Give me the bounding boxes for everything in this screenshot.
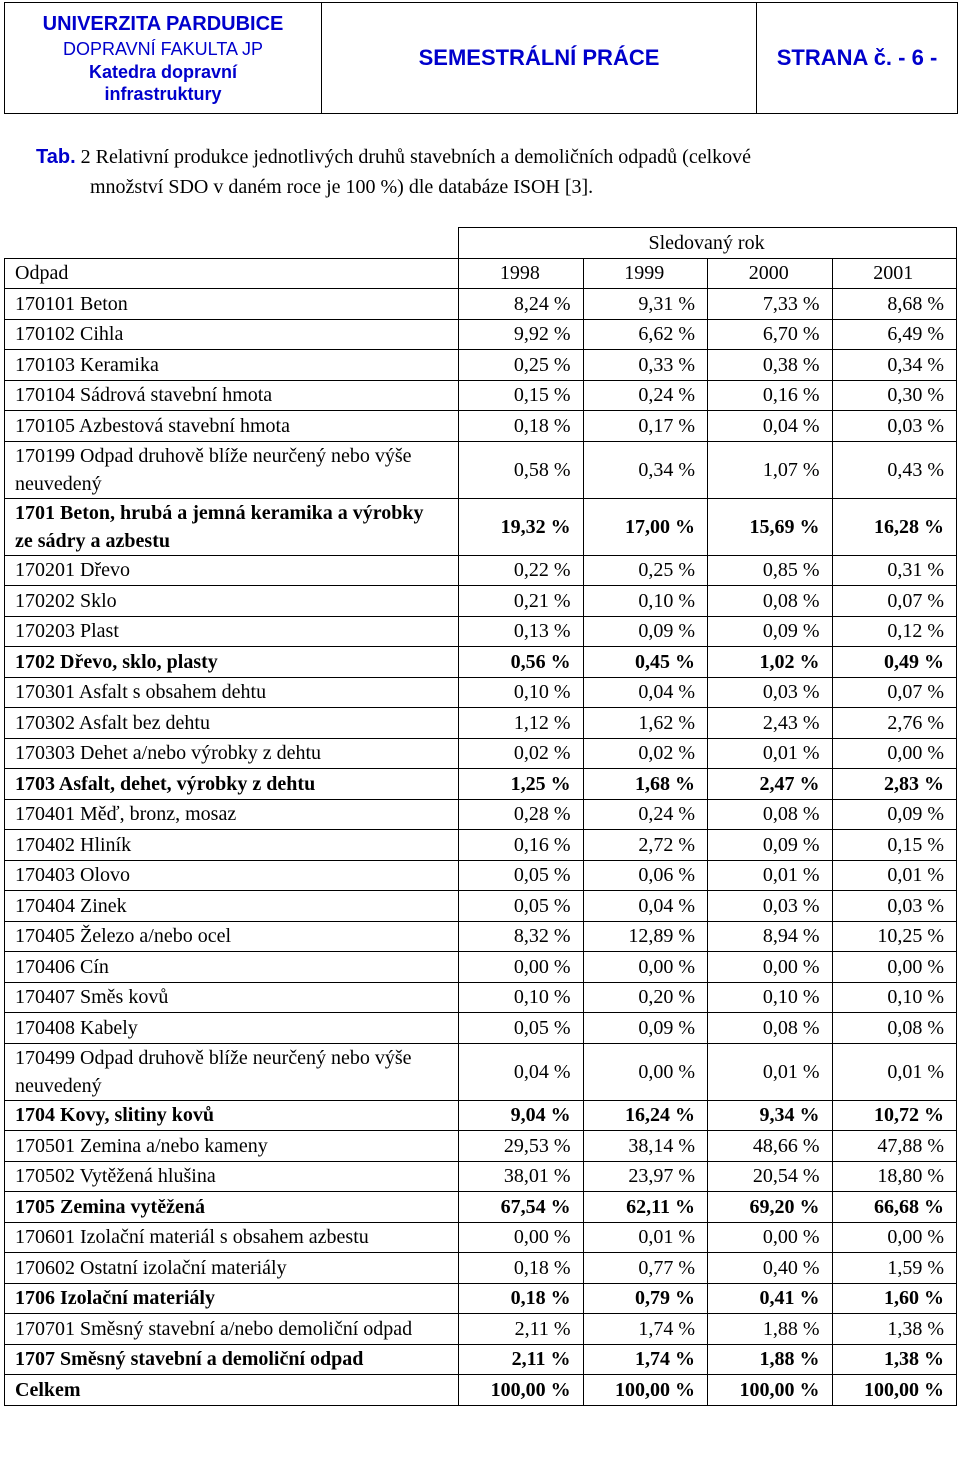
percentage-cell: 0,09 %	[708, 616, 832, 647]
percentage-cell: 0,00 %	[708, 952, 832, 983]
table-row	[5, 1131, 957, 1162]
waste-name-cell: 170602 Ostatní izolační materiály	[5, 1253, 459, 1284]
percentage-cell: 19,32 %	[459, 498, 583, 555]
group-header-observed-year: Sledovaný rok	[459, 228, 957, 259]
percentage-cell: 0,28 %	[459, 799, 583, 830]
percentage-cell: 10,25 %	[832, 921, 957, 952]
percentage-cell: 0,43 %	[832, 441, 957, 498]
percentage-cell: 38,01 %	[459, 1161, 583, 1192]
percentage-cell: 1,38 %	[832, 1344, 957, 1375]
percentage-cell: 62,11 %	[583, 1192, 707, 1223]
percentage-cell: 8,68 %	[832, 289, 957, 320]
table-row	[5, 952, 957, 983]
percentage-cell: 1,74 %	[583, 1344, 707, 1375]
table-row	[5, 1043, 957, 1100]
waste-name-cell: 170407 Směs kovů	[5, 982, 459, 1013]
waste-name-cell: 170499 Odpad druhově blíže neurčený nebo výše neuvedený	[5, 1043, 459, 1100]
percentage-cell: 0,07 %	[832, 586, 957, 617]
percentage-cell: 1,74 %	[583, 1314, 707, 1345]
percentage-cell: 15,69 %	[708, 498, 832, 555]
caption-label: Tab.	[36, 146, 76, 168]
waste-name-cell: 1707 Směsný stavební a demoliční odpad	[5, 1344, 459, 1375]
table-subtotal-row	[5, 1375, 957, 1406]
percentage-cell: 0,31 %	[832, 555, 957, 586]
percentage-cell: 0,06 %	[583, 860, 707, 891]
percentage-cell: 0,01 %	[583, 1222, 707, 1253]
waste-name-cell: 1701 Beton, hrubá a jemná keramika a výrobky ze sádry a azbestu	[5, 498, 459, 555]
percentage-cell: 9,34 %	[708, 1100, 832, 1131]
waste-name-cell: 170408 Kabely	[5, 1013, 459, 1044]
col-header-year: 1999	[583, 258, 707, 289]
percentage-cell: 100,00 %	[708, 1375, 832, 1406]
percentage-cell: 2,76 %	[832, 708, 957, 739]
percentage-cell: 0,03 %	[832, 891, 957, 922]
percentage-cell: 16,28 %	[832, 498, 957, 555]
col-header-year: 1998	[459, 258, 583, 289]
table-subtotal-row	[5, 769, 957, 800]
percentage-cell: 0,15 %	[832, 830, 957, 861]
percentage-cell: 0,18 %	[459, 1253, 583, 1284]
percentage-cell: 9,92 %	[459, 319, 583, 350]
percentage-cell: 0,03 %	[832, 411, 957, 442]
percentage-cell: 1,88 %	[708, 1314, 832, 1345]
table-row	[5, 289, 957, 320]
percentage-cell: 0,07 %	[832, 677, 957, 708]
waste-name-cell: 170201 Dřevo	[5, 555, 459, 586]
percentage-cell: 2,72 %	[583, 830, 707, 861]
percentage-cell: 0,10 %	[459, 677, 583, 708]
waste-name-cell: 170402 Hliník	[5, 830, 459, 861]
percentage-cell: 0,10 %	[832, 982, 957, 1013]
percentage-cell: 66,68 %	[832, 1192, 957, 1223]
waste-name-cell: 1703 Asfalt, dehet, výrobky z dehtu	[5, 769, 459, 800]
percentage-cell: 7,33 %	[708, 289, 832, 320]
institution-block	[5, 3, 322, 114]
waste-name-cell: 170202 Sklo	[5, 586, 459, 617]
caption-line-2: množství SDO v daném roce je 100 %) dle databáze ISOH [3].	[90, 176, 594, 198]
percentage-cell: 8,94 %	[708, 921, 832, 952]
percentage-cell: 1,02 %	[708, 647, 832, 678]
percentage-cell: 0,03 %	[708, 677, 832, 708]
percentage-cell: 0,10 %	[583, 586, 707, 617]
percentage-cell: 0,79 %	[583, 1283, 707, 1314]
percentage-cell: 47,88 %	[832, 1131, 957, 1162]
waste-name-cell: 170601 Izolační materiál s obsahem azbestu	[5, 1222, 459, 1253]
percentage-cell: 100,00 %	[583, 1375, 707, 1406]
percentage-cell: 2,47 %	[708, 769, 832, 800]
waste-name-cell: 170501 Zemina a/nebo kameny	[5, 1131, 459, 1162]
table-row	[5, 1314, 957, 1345]
page-number: STRANA č. - 6 -	[757, 3, 958, 114]
table-row	[5, 982, 957, 1013]
table-row	[5, 350, 957, 381]
waste-name-cell: 170303 Dehet a/nebo výrobky z dehtu	[5, 738, 459, 769]
percentage-cell: 1,60 %	[832, 1283, 957, 1314]
waste-table	[4, 227, 957, 1406]
percentage-cell: 0,10 %	[459, 982, 583, 1013]
percentage-cell: 0,30 %	[832, 380, 957, 411]
table-subtotal-row	[5, 647, 957, 678]
table-row	[5, 830, 957, 861]
percentage-cell: 0,10 %	[708, 982, 832, 1013]
table-row	[5, 380, 957, 411]
percentage-cell: 8,32 %	[459, 921, 583, 952]
percentage-cell: 1,25 %	[459, 769, 583, 800]
percentage-cell: 1,12 %	[459, 708, 583, 739]
percentage-cell: 0,04 %	[583, 891, 707, 922]
percentage-cell: 0,04 %	[708, 411, 832, 442]
percentage-cell: 0,41 %	[708, 1283, 832, 1314]
percentage-cell: 0,09 %	[708, 830, 832, 861]
percentage-cell: 0,02 %	[459, 738, 583, 769]
percentage-cell: 0,34 %	[832, 350, 957, 381]
percentage-cell: 0,12 %	[832, 616, 957, 647]
percentage-cell: 0,04 %	[459, 1043, 583, 1100]
percentage-cell: 0,56 %	[459, 647, 583, 678]
percentage-cell: 1,88 %	[708, 1344, 832, 1375]
table-row	[5, 1013, 957, 1044]
table-caption	[36, 142, 936, 202]
percentage-cell: 0,00 %	[832, 738, 957, 769]
percentage-cell: 0,00 %	[583, 952, 707, 983]
percentage-cell: 17,00 %	[583, 498, 707, 555]
percentage-cell: 0,13 %	[459, 616, 583, 647]
col-header-waste: Odpad	[5, 258, 459, 289]
percentage-cell: 6,62 %	[583, 319, 707, 350]
percentage-cell: 0,09 %	[583, 1013, 707, 1044]
percentage-cell: 0,01 %	[708, 1043, 832, 1100]
percentage-cell: 0,00 %	[459, 1222, 583, 1253]
percentage-cell: 8,24 %	[459, 289, 583, 320]
table-header-row	[5, 258, 957, 289]
percentage-cell: 0,05 %	[459, 1013, 583, 1044]
percentage-cell: 9,04 %	[459, 1100, 583, 1131]
table-row	[5, 708, 957, 739]
waste-name-cell: 170403 Olovo	[5, 860, 459, 891]
percentage-cell: 2,11 %	[459, 1314, 583, 1345]
percentage-cell: 0,17 %	[583, 411, 707, 442]
table-row	[5, 1222, 957, 1253]
percentage-cell: 10,72 %	[832, 1100, 957, 1131]
table-subtotal-row	[5, 1192, 957, 1223]
percentage-cell: 0,16 %	[459, 830, 583, 861]
department-line-1: Katedra dopravní	[88, 62, 238, 82]
table-row	[5, 860, 957, 891]
percentage-cell: 0,00 %	[583, 1043, 707, 1100]
percentage-cell: 0,01 %	[832, 860, 957, 891]
percentage-cell: 0,00 %	[459, 952, 583, 983]
percentage-cell: 18,80 %	[832, 1161, 957, 1192]
waste-name-cell: 170203 Plast	[5, 616, 459, 647]
percentage-cell: 0,85 %	[708, 555, 832, 586]
percentage-cell: 0,08 %	[708, 586, 832, 617]
table-row	[5, 616, 957, 647]
percentage-cell: 0,58 %	[459, 441, 583, 498]
percentage-cell: 0,09 %	[832, 799, 957, 830]
percentage-cell: 0,40 %	[708, 1253, 832, 1284]
percentage-cell: 0,03 %	[708, 891, 832, 922]
percentage-cell: 0,16 %	[708, 380, 832, 411]
table-row	[5, 677, 957, 708]
percentage-cell: 0,22 %	[459, 555, 583, 586]
waste-name-cell: 1705 Zemina vytěžená	[5, 1192, 459, 1223]
waste-name-cell: 170404 Zinek	[5, 891, 459, 922]
page-header	[4, 2, 958, 114]
percentage-cell: 0,45 %	[583, 647, 707, 678]
percentage-cell: 0,00 %	[708, 1222, 832, 1253]
percentage-cell: 6,49 %	[832, 319, 957, 350]
percentage-cell: 12,89 %	[583, 921, 707, 952]
table-row	[5, 799, 957, 830]
percentage-cell: 2,43 %	[708, 708, 832, 739]
waste-name-cell: 170301 Asfalt s obsahem dehtu	[5, 677, 459, 708]
percentage-cell: 0,24 %	[583, 380, 707, 411]
table-row	[5, 411, 957, 442]
percentage-cell: 23,97 %	[583, 1161, 707, 1192]
percentage-cell: 0,18 %	[459, 1283, 583, 1314]
percentage-cell: 0,01 %	[708, 738, 832, 769]
percentage-cell: 0,38 %	[708, 350, 832, 381]
percentage-cell: 0,25 %	[583, 555, 707, 586]
percentage-cell: 2,83 %	[832, 769, 957, 800]
waste-name-cell: 170103 Keramika	[5, 350, 459, 381]
percentage-cell: 0,08 %	[832, 1013, 957, 1044]
percentage-cell: 67,54 %	[459, 1192, 583, 1223]
empty-corner-cell	[5, 228, 459, 259]
percentage-cell: 0,77 %	[583, 1253, 707, 1284]
waste-name-cell: 1704 Kovy, slitiny kovů	[5, 1100, 459, 1131]
table-subtotal-row	[5, 1344, 957, 1375]
percentage-cell: 0,34 %	[583, 441, 707, 498]
waste-name-cell: 170101 Beton	[5, 289, 459, 320]
percentage-cell: 0,49 %	[832, 647, 957, 678]
col-header-year: 2001	[832, 258, 957, 289]
table-row	[5, 1161, 957, 1192]
waste-name-cell: 170102 Cihla	[5, 319, 459, 350]
waste-name-cell: 170105 Azbestová stavební hmota	[5, 411, 459, 442]
caption-line-1: 2 Relativní produkce jednotlivých druhů stavebních a demoličních odpadů (celkové	[75, 146, 752, 168]
percentage-cell: 100,00 %	[832, 1375, 957, 1406]
waste-name-cell: Celkem	[5, 1375, 459, 1406]
percentage-cell: 16,24 %	[583, 1100, 707, 1131]
faculty-name: DOPRAVNÍ FAKULTA JP	[62, 39, 264, 59]
percentage-cell: 0,02 %	[583, 738, 707, 769]
percentage-cell: 0,04 %	[583, 677, 707, 708]
percentage-cell: 38,14 %	[583, 1131, 707, 1162]
table-row	[5, 738, 957, 769]
percentage-cell: 0,15 %	[459, 380, 583, 411]
percentage-cell: 0,09 %	[583, 616, 707, 647]
percentage-cell: 0,05 %	[459, 860, 583, 891]
percentage-cell: 0,25 %	[459, 350, 583, 381]
percentage-cell: 0,24 %	[583, 799, 707, 830]
percentage-cell: 0,00 %	[832, 1222, 957, 1253]
waste-name-cell: 170405 Železo a/nebo ocel	[5, 921, 459, 952]
percentage-cell: 0,00 %	[832, 952, 957, 983]
percentage-cell: 0,01 %	[832, 1043, 957, 1100]
percentage-cell: 0,01 %	[708, 860, 832, 891]
percentage-cell: 0,21 %	[459, 586, 583, 617]
waste-name-cell: 1702 Dřevo, sklo, plasty	[5, 647, 459, 678]
percentage-cell: 0,08 %	[708, 799, 832, 830]
percentage-cell: 6,70 %	[708, 319, 832, 350]
percentage-cell: 0,05 %	[459, 891, 583, 922]
waste-name-cell: 1706 Izolační materiály	[5, 1283, 459, 1314]
table-row	[5, 1253, 957, 1284]
percentage-cell: 69,20 %	[708, 1192, 832, 1223]
percentage-cell: 2,11 %	[459, 1344, 583, 1375]
col-header-year: 2000	[708, 258, 832, 289]
table-row	[5, 555, 957, 586]
table-subtotal-row	[5, 498, 957, 555]
waste-name-cell: 170502 Vytěžená hlušina	[5, 1161, 459, 1192]
waste-name-cell: 170199 Odpad druhově blíže neurčený nebo výše neuvedený	[5, 441, 459, 498]
table-subtotal-row	[5, 1100, 957, 1131]
waste-name-cell: 170701 Směsný stavební a/nebo demoliční odpad	[5, 1314, 459, 1345]
waste-name-cell: 170401 Měď, bronz, mosaz	[5, 799, 459, 830]
percentage-cell: 20,54 %	[708, 1161, 832, 1192]
percentage-cell: 0,08 %	[708, 1013, 832, 1044]
percentage-cell: 1,07 %	[708, 441, 832, 498]
percentage-cell: 100,00 %	[459, 1375, 583, 1406]
percentage-cell: 9,31 %	[583, 289, 707, 320]
waste-name-cell: 170406 Cín	[5, 952, 459, 983]
table-row	[5, 586, 957, 617]
percentage-cell: 1,59 %	[832, 1253, 957, 1284]
table-row	[5, 441, 957, 498]
waste-name-cell: 170104 Sádrová stavební hmota	[5, 380, 459, 411]
university-name: UNIVERZITA PARDUBICE	[42, 13, 284, 35]
table-row	[5, 921, 957, 952]
percentage-cell: 0,33 %	[583, 350, 707, 381]
percentage-cell: 48,66 %	[708, 1131, 832, 1162]
percentage-cell: 1,68 %	[583, 769, 707, 800]
table-subtotal-row	[5, 1283, 957, 1314]
percentage-cell: 29,53 %	[459, 1131, 583, 1162]
table-body	[5, 289, 957, 1406]
percentage-cell: 0,20 %	[583, 982, 707, 1013]
waste-name-cell: 170302 Asfalt bez dehtu	[5, 708, 459, 739]
table-row	[5, 891, 957, 922]
percentage-cell: 1,38 %	[832, 1314, 957, 1345]
percentage-cell: 0,18 %	[459, 411, 583, 442]
document-type: SEMESTRÁLNÍ PRÁCE	[322, 3, 757, 114]
table-group-header-row	[5, 228, 957, 259]
table-row	[5, 319, 957, 350]
department-line-2: infrastruktury	[104, 84, 222, 104]
percentage-cell: 1,62 %	[583, 708, 707, 739]
